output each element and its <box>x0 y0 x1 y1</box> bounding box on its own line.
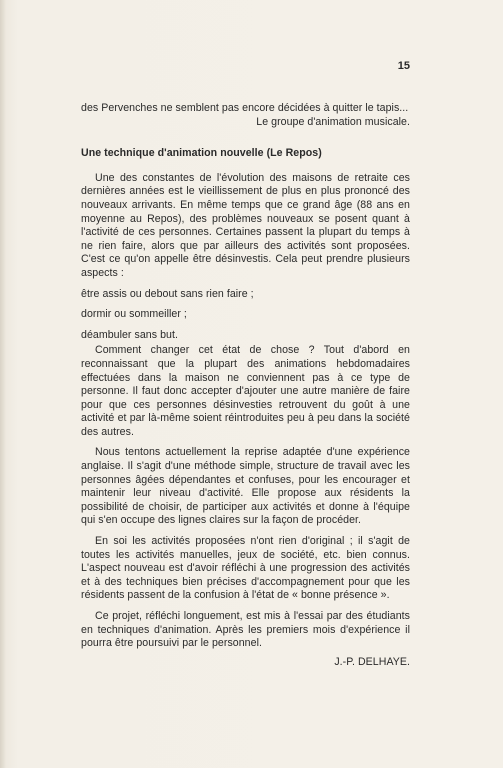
section-title: Une technique d'animation nouvelle (Le Repos) <box>81 147 322 160</box>
aspect-item: déambuler sans but. <box>81 328 178 341</box>
article-body <box>81 102 410 669</box>
paragraph-activities: En soi les activités proposées n'ont rien d'original ; il s'agit de toutes les activités manuelles, jeux de société, etc. bien connus. L'aspect nouveau est d'avoir réfléchi à une progression des activités et à des techniques bien précises d'accompagnement pour que les résidents passent de la confusion à l'état de « bonne présence ». <box>81 535 410 602</box>
binding-edge-shadow <box>0 0 6 768</box>
paragraph-intro: Une des constantes de l'évolution des maisons de retraite ces dernières années est le vieillissement de plus en plus prononcé des nouveaux arrivants. En même temps que ce grand âge (88 ans en moyenne au Repos), des problèmes nouveaux se posent quant à l'activité de ces personnes. Certaines passent la plupart du temps à ne rien faire, alors que par ailleurs des activités sont proposées. C'est ce qu'on appelle être désinvestis. Cela peut prendre plusieurs aspects : <box>81 171 410 279</box>
aspect-item: être assis ou debout sans rien faire ; <box>81 287 254 300</box>
author-signature: J.-P. DELHAYE. <box>334 655 410 668</box>
paragraph-change: Comment changer cet état de chose ? Tout d'abord en reconnaissant que la plupart des animations hebdomadaires effectuées dans la maison ne conviennent pas à ce type de personne. Il faut donc accepter d'ajouter une autre manière de faire pour que ces personnes désinvesties retrouvent du goût à une activité et par là-même soient réintroduites peu à peu dans la société des autres. <box>81 344 410 438</box>
continuation-signature: Le groupe d'animation musicale. <box>256 115 410 128</box>
paragraph-project: Ce projet, réfléchi longuement, est mis à l'essai par des étudiants en techniques d'animation. Après les premiers mois d'expérience il pourra être poursuivi par le personnel. <box>81 610 410 650</box>
page-number: 15 <box>397 60 410 72</box>
aspect-item: dormir ou sommeiller ; <box>81 308 187 321</box>
continuation-paragraph: des Pervenches ne semblent pas encore décidées à quitter le tapis... <box>81 102 409 114</box>
paragraph-method: Nous tentons actuellement la reprise adaptée d'une expérience anglaise. Il s'agit d'une méthode simple, structure de travail avec les personnes âgées dépendantes et confuses, pour les encourager et maintenir leur niveau d'activité. Elle propose aux résidents la possibilité de choisir, de participer aux activités et donne à l'équipe qui s'en occupe des lignes claires sur la façon de procéder. <box>81 446 410 527</box>
